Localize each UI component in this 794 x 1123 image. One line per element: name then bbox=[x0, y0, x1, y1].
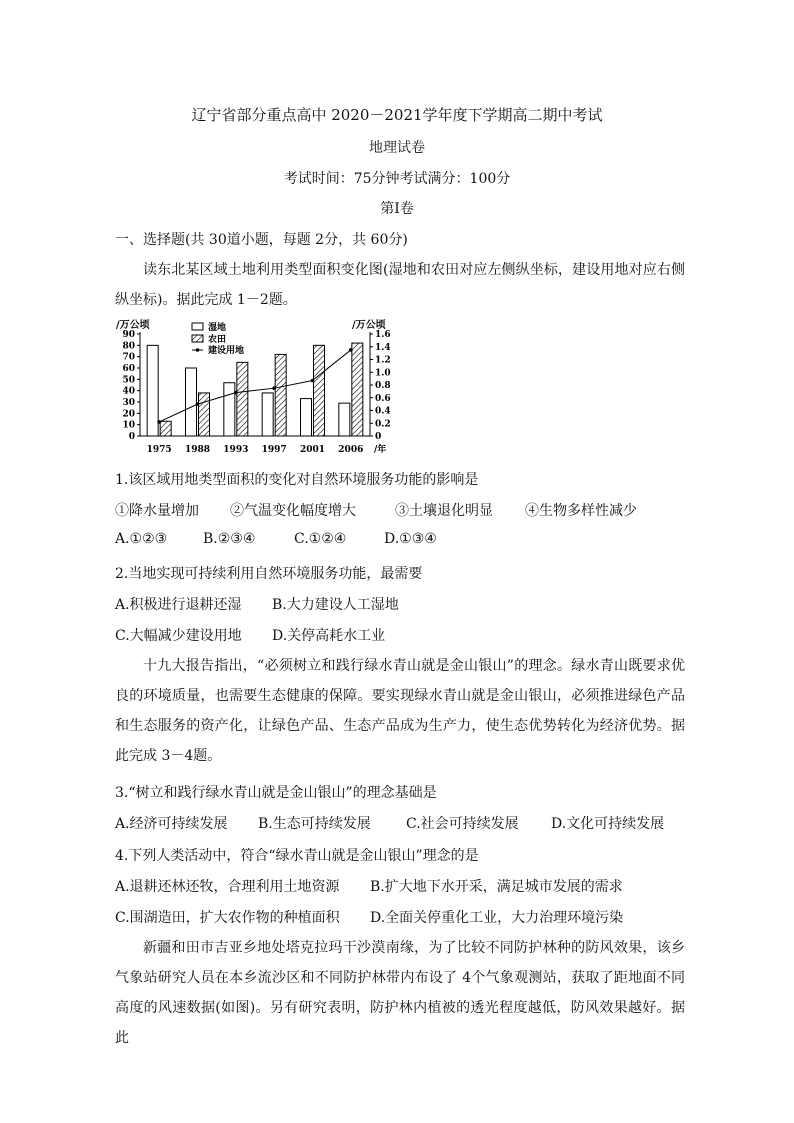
q3-option-b: B.生态可持续发展 bbox=[258, 816, 371, 832]
legend-wetland: 湿地 bbox=[208, 323, 227, 333]
q1-item: ②气温变化幅度增大 bbox=[230, 503, 356, 519]
right-tick-label: 0.8 bbox=[375, 381, 391, 391]
passage-green-mountains: 十九大报告指出，“必须树立和践行绿水青山就是金山银山”的理念。绿水青山既要求优良的环境质量，也需要生态健康的保障。要实现绿水青山就是金山银山，必须推进绿色产品和生态服务的资产化，让绿色产品、生态产品成为生产力，使生态优势转化为经济优势。据此完成 3－4题。 bbox=[115, 658, 685, 764]
q2-option-c: C.大幅减少建设用地 bbox=[115, 628, 242, 644]
bar-wetland bbox=[186, 368, 197, 436]
x-tick-label: 1997 bbox=[261, 445, 287, 455]
bar-wetland bbox=[147, 345, 158, 436]
q1-item: ③土壤退化明显 bbox=[395, 503, 493, 519]
legend-farmland: 农田 bbox=[208, 335, 227, 345]
left-tick-label: 0 bbox=[128, 432, 135, 442]
point-construction-land bbox=[311, 379, 315, 383]
q4-option-d: D.全面关停重化工业，大力治理环境污染 bbox=[370, 910, 624, 926]
subject-title: 地理试卷 bbox=[369, 140, 425, 156]
legend-construction: 建设用地 bbox=[208, 346, 245, 356]
legend-swatch-farmland bbox=[192, 335, 203, 342]
bar-farmland bbox=[352, 343, 363, 436]
passage-windbreak: 新疆和田市吉亚乡地处塔克拉玛干沙漠南缘，为了比较不同防护林种的防风效果，该乡气象站研究人员在本乡流沙区和不同防护林带内布设了 4个气象观测站，获取了距地面不同高度的风速数据(如图)。另有研究表明，防护林内植被的透光程度越低，防风效果越好。据此 bbox=[115, 940, 685, 1046]
q3-option-d: D.文化可持续发展 bbox=[551, 816, 665, 832]
point-construction-land bbox=[272, 386, 276, 390]
q3-option-a: A.经济可持续发展 bbox=[115, 816, 228, 832]
exam-title: 辽宁省部分重点高中 2020－2021学年度下学期高二期中考试 bbox=[191, 106, 603, 124]
q4-option-a: A.退耕还林还牧，合理利用土地资源 bbox=[115, 879, 340, 895]
q2-option-a: A.积极进行退耕还湿 bbox=[115, 597, 242, 613]
q4-option-b: B.扩大地下水开采，满足城市发展的需求 bbox=[370, 879, 623, 895]
point-construction-land bbox=[157, 420, 161, 424]
q1-item: ①降水量增加 bbox=[115, 503, 199, 519]
chart-intro: 读东北某区域土地利用类型面积变化图(湿地和农田对应左侧纵坐标，建设用地对应右侧纵坐标)。据此完成 1－2题。 bbox=[115, 262, 685, 308]
legend-point-construction bbox=[196, 348, 200, 352]
bar-farmland bbox=[160, 421, 171, 436]
q2-option-d: D.关停高耗水工业 bbox=[272, 628, 386, 644]
right-tick-label: 1.6 bbox=[375, 330, 391, 340]
left-tick-label: 50 bbox=[122, 375, 135, 386]
exam-info: 考试时间：75分钟考试满分：100分 bbox=[283, 171, 511, 187]
left-tick-label: 20 bbox=[122, 409, 135, 420]
left-tick-label: 70 bbox=[122, 352, 135, 363]
right-tick-label: 1.0 bbox=[375, 368, 391, 379]
right-tick-label: 0.2 bbox=[375, 419, 391, 430]
bar-farmland bbox=[314, 345, 325, 436]
x-tick-label: 1975 bbox=[146, 445, 172, 455]
bar-wetland bbox=[301, 399, 312, 436]
left-tick-label: 90 bbox=[122, 330, 135, 340]
q1-option-d: D.①③④ bbox=[384, 531, 437, 547]
q4-option-c: C.围湖造田，扩大农作物的种植面积 bbox=[115, 910, 340, 926]
left-tick-label: 30 bbox=[122, 398, 135, 408]
land-use-chart bbox=[112, 318, 412, 458]
left-axis-label: /万公顷 bbox=[116, 320, 150, 331]
left-tick-label: 10 bbox=[122, 420, 135, 431]
bar-wetland bbox=[262, 393, 273, 436]
left-tick-label: 40 bbox=[122, 386, 135, 397]
volume-label: 第Ⅰ卷 bbox=[380, 201, 414, 217]
q1-option-c: C.①②④ bbox=[294, 531, 347, 547]
left-tick-label: 60 bbox=[122, 364, 135, 374]
x-tick-label: 2006 bbox=[338, 445, 364, 455]
q2-option-b: B.大力建设人工湿地 bbox=[272, 597, 399, 613]
bar-farmland bbox=[275, 354, 286, 436]
point-construction-land bbox=[234, 391, 238, 395]
x-tick-label: 1993 bbox=[223, 445, 249, 455]
point-construction-land bbox=[349, 348, 353, 352]
x-unit-label: /年 bbox=[374, 445, 387, 455]
q1-item: ④生物多样性减少 bbox=[525, 503, 637, 519]
q3-stem: 3.“树立和践行绿水青山就是金山银山”的理念基础是 bbox=[115, 785, 437, 801]
right-tick-label: 0 bbox=[375, 432, 382, 442]
right-axis-label: /万公顷 bbox=[352, 320, 386, 331]
right-tick-label: 1.4 bbox=[375, 342, 391, 353]
bar-farmland bbox=[237, 362, 248, 436]
bar-farmland bbox=[199, 393, 210, 436]
right-tick-label: 0.6 bbox=[375, 393, 391, 404]
right-tick-label: 0.4 bbox=[375, 406, 391, 417]
q2-stem: 2.当地实现可持续利用自然环境服务功能，最需要 bbox=[115, 566, 423, 582]
section-heading: 一、选择题(共 30道小题，每题 2分，共 60分) bbox=[115, 232, 408, 248]
q4-stem: 4.下列人类活动中，符合“绿水青山就是金山银山”理念的是 bbox=[115, 848, 479, 864]
bar-wetland bbox=[224, 383, 235, 436]
legend-swatch-wetland bbox=[192, 323, 203, 330]
q1-stem: 1.该区域用地类型面积的变化对自然环境服务功能的影响是 bbox=[115, 472, 479, 488]
q1-option-a: A.①②③ bbox=[115, 531, 168, 547]
x-tick-label: 2001 bbox=[299, 445, 326, 455]
point-construction-land bbox=[196, 402, 200, 406]
bar-wetland bbox=[339, 403, 350, 436]
x-tick-label: 1988 bbox=[184, 445, 211, 455]
q1-option-b: B.②③④ bbox=[203, 531, 256, 547]
right-tick-label: 1.2 bbox=[375, 355, 391, 366]
left-tick-label: 80 bbox=[122, 341, 135, 352]
q3-option-c: C.社会可持续发展 bbox=[406, 816, 519, 832]
